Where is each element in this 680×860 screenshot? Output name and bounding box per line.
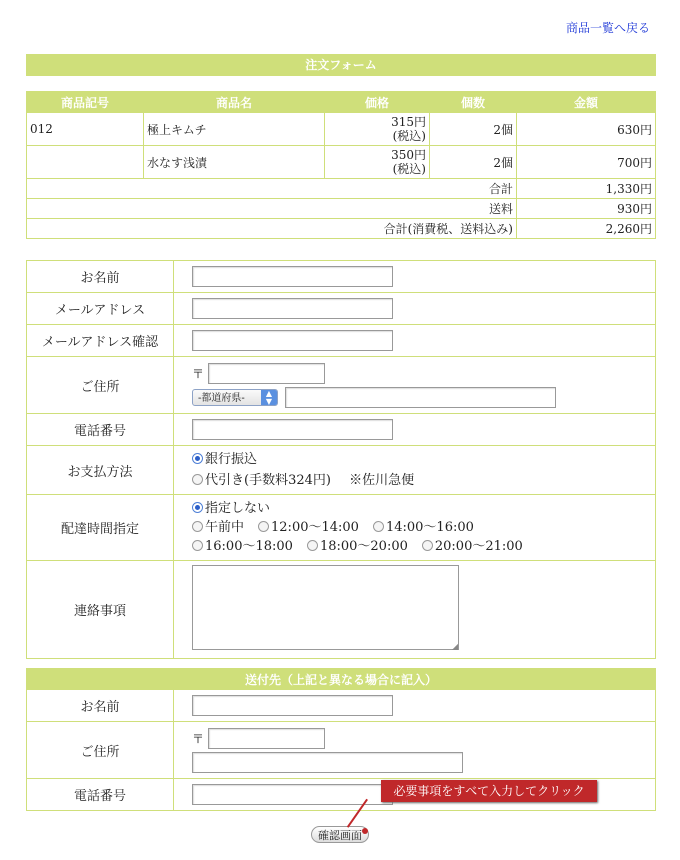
notes-textarea[interactable] (192, 565, 459, 650)
radio-icon (422, 540, 433, 551)
name-input[interactable] (192, 266, 393, 287)
address-row (27, 357, 656, 414)
ship-phone-label: 電話番号 (27, 779, 174, 811)
item-qty: 2個 (430, 146, 517, 179)
radio-icon (258, 521, 269, 532)
postal-mark: 〒 (192, 366, 205, 381)
delivery-option-16-18[interactable]: 16:00〜18:00 (192, 537, 293, 556)
ship-address-input[interactable] (192, 752, 463, 773)
email-confirm-row (27, 325, 656, 357)
address-input[interactable] (285, 387, 556, 408)
ship-address-row (27, 722, 656, 779)
name-row (27, 261, 656, 293)
radio-icon (307, 540, 318, 551)
postal-mark: 〒 (192, 731, 205, 746)
ship-name-field-cell (174, 690, 656, 722)
email-confirm-field-cell (174, 325, 656, 357)
back-to-product-list-link[interactable]: 商品一覧へ戻る (565, 21, 650, 35)
header-name: 商品名 (144, 92, 325, 113)
item-price: 315円 (税込) (325, 113, 430, 146)
table-row (27, 113, 656, 146)
name-label: お名前 (27, 261, 174, 293)
ship-name-input[interactable] (192, 695, 393, 716)
order-form-title: 注文フォーム (26, 54, 656, 76)
payment-field-cell (174, 446, 656, 495)
total-row (27, 219, 656, 239)
email-confirm-input[interactable] (192, 330, 393, 351)
delivery-option-20-21[interactable]: 20:00〜21:00 (422, 537, 523, 556)
payment-option-bank[interactable]: 銀行振込 (192, 450, 257, 469)
delivery-field-cell (174, 495, 656, 561)
radio-icon (373, 521, 384, 532)
customer-form (26, 260, 656, 659)
delivery-option-18-20[interactable]: 18:00〜20:00 (307, 537, 408, 556)
email-confirm-label: メールアドレス確認 (27, 325, 174, 357)
payment-option-cod[interactable]: 代引き(手数料324円) (192, 471, 331, 490)
ship-name-label: お名前 (27, 690, 174, 722)
postal-code-input[interactable] (208, 363, 325, 384)
notes-field-cell (174, 561, 656, 659)
payment-note: ※佐川急便 (349, 473, 415, 488)
subtotal-value: 1,330円 (517, 179, 656, 199)
item-amount: 700円 (517, 146, 656, 179)
phone-input[interactable] (192, 419, 393, 440)
item-name: 極上キムチ (144, 113, 325, 146)
address-label: ご住所 (27, 357, 174, 414)
email-field-cell (174, 293, 656, 325)
callout-dot (362, 828, 368, 834)
header-code: 商品記号 (27, 92, 144, 113)
ship-name-row (27, 690, 656, 722)
delivery-option-12-14[interactable]: 12:00〜14:00 (258, 518, 359, 537)
name-field-cell (174, 261, 656, 293)
delivery-row (27, 495, 656, 561)
radio-icon (192, 540, 203, 551)
delivery-option-morning[interactable]: 午前中 (192, 518, 244, 537)
table-row (27, 146, 656, 179)
item-price: 350円 (税込) (325, 146, 430, 179)
confirm-button[interactable]: 確認画面 (311, 826, 369, 843)
radio-checked-icon (192, 502, 203, 513)
shipping-row (27, 199, 656, 219)
order-table-header (27, 92, 656, 113)
item-name: 水なす浅漬 (144, 146, 325, 179)
ship-title-row (27, 669, 656, 690)
email-row (27, 293, 656, 325)
ship-address-field-cell (174, 722, 656, 779)
email-label: メールアドレス (27, 293, 174, 325)
order-table (26, 91, 656, 239)
delivery-label: 配達時間指定 (27, 495, 174, 561)
ship-postal-code-input[interactable] (208, 728, 325, 749)
address-field-cell (174, 357, 656, 414)
total-value: 2,260円 (517, 219, 656, 239)
subtotal-label: 合計 (27, 179, 517, 199)
prefecture-select[interactable]: -都道府県- ▲ ▼ (192, 389, 278, 406)
shipping-label: 送料 (27, 199, 517, 219)
item-amount: 630円 (517, 113, 656, 146)
item-code: 012 (27, 113, 144, 146)
ship-title: 送付先（上記と異なる場合に記入） (27, 669, 656, 690)
phone-label: 電話番号 (27, 414, 174, 446)
header-price: 価格 (325, 92, 430, 113)
header-qty: 個数 (430, 92, 517, 113)
subtotal-row (27, 179, 656, 199)
ship-address-label: ご住所 (27, 722, 174, 779)
radio-icon (192, 521, 203, 532)
notes-row (27, 561, 656, 659)
phone-field-cell (174, 414, 656, 446)
item-qty: 2個 (430, 113, 517, 146)
item-code (27, 146, 144, 179)
phone-row (27, 414, 656, 446)
radio-icon (192, 474, 203, 485)
email-input[interactable] (192, 298, 393, 319)
payment-row (27, 446, 656, 495)
callout-tooltip: 必要事項をすべて入力してクリック (381, 780, 597, 802)
chevron-updown-icon: ▲ ▼ (261, 390, 277, 405)
radio-checked-icon (192, 453, 203, 464)
notes-label: 連絡事項 (27, 561, 174, 659)
header-amount: 金額 (517, 92, 656, 113)
delivery-option-none[interactable]: 指定しない (192, 499, 270, 518)
delivery-option-14-16[interactable]: 14:00〜16:00 (373, 518, 474, 537)
payment-label: お支払方法 (27, 446, 174, 495)
shipping-value: 930円 (517, 199, 656, 219)
total-label: 合計(消費税、送料込み) (27, 219, 517, 239)
